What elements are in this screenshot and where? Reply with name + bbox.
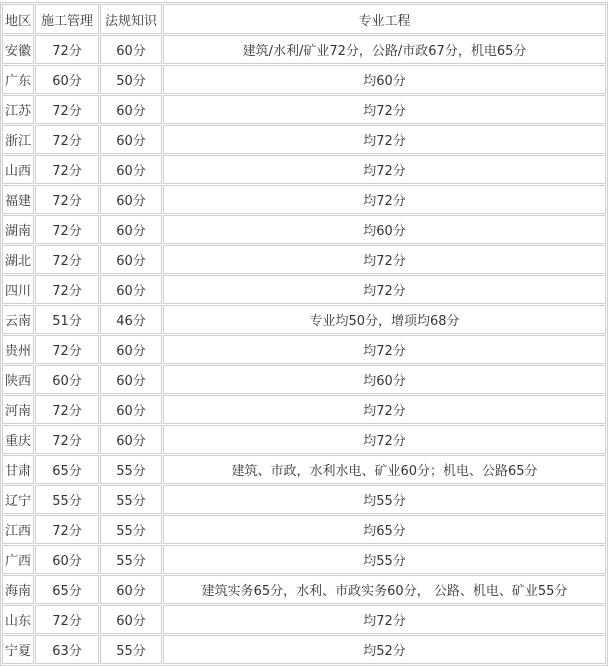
cell-regulations-knowledge: 60分 bbox=[100, 215, 162, 244]
cell-regulations-knowledge: 60分 bbox=[100, 275, 162, 304]
cell-construction-management: 51分 bbox=[35, 305, 99, 334]
cell-regulations-knowledge: 55分 bbox=[100, 485, 162, 514]
cell-construction-management: 72分 bbox=[35, 35, 99, 64]
cell-region: 湖北 bbox=[2, 245, 34, 274]
cell-region: 山东 bbox=[2, 605, 34, 634]
cell-region: 浙江 bbox=[2, 125, 34, 154]
table-row bbox=[2, 185, 606, 214]
cell-region: 海南 bbox=[2, 575, 34, 604]
cell-professional-engineering: 建筑/水利/矿业72分，公路/市政67分，机电65分 bbox=[163, 35, 606, 64]
table-row bbox=[2, 215, 606, 244]
cell-regulations-knowledge: 60分 bbox=[100, 575, 162, 604]
cell-professional-engineering: 均72分 bbox=[163, 185, 606, 214]
cell-construction-management: 72分 bbox=[35, 245, 99, 274]
cell-region: 四川 bbox=[2, 275, 34, 304]
cell-professional-engineering: 均52分 bbox=[163, 635, 606, 664]
cell-construction-management: 72分 bbox=[35, 95, 99, 124]
cell-construction-management: 72分 bbox=[35, 215, 99, 244]
cell-construction-management: 60分 bbox=[35, 65, 99, 94]
cell-professional-engineering: 均60分 bbox=[163, 365, 606, 394]
cell-construction-management: 72分 bbox=[35, 275, 99, 304]
table-row bbox=[2, 155, 606, 184]
cell-construction-management: 72分 bbox=[35, 185, 99, 214]
cell-professional-engineering: 均72分 bbox=[163, 425, 606, 454]
table-body bbox=[2, 35, 606, 664]
header-row bbox=[2, 4, 606, 34]
table-row bbox=[2, 455, 606, 484]
cell-region: 江西 bbox=[2, 515, 34, 544]
cell-regulations-knowledge: 60分 bbox=[100, 245, 162, 274]
table-row bbox=[2, 125, 606, 154]
cell-region: 江苏 bbox=[2, 95, 34, 124]
cell-regulations-knowledge: 60分 bbox=[100, 35, 162, 64]
cell-professional-engineering: 均55分 bbox=[163, 485, 606, 514]
cell-regulations-knowledge: 60分 bbox=[100, 95, 162, 124]
table-row bbox=[2, 425, 606, 454]
cell-professional-engineering: 均65分 bbox=[163, 515, 606, 544]
cell-region: 陕西 bbox=[2, 365, 34, 394]
cell-region: 重庆 bbox=[2, 425, 34, 454]
table-row bbox=[2, 65, 606, 94]
cell-region: 福建 bbox=[2, 185, 34, 214]
cell-construction-management: 72分 bbox=[35, 605, 99, 634]
cell-regulations-knowledge: 60分 bbox=[100, 335, 162, 364]
cell-regulations-knowledge: 60分 bbox=[100, 365, 162, 394]
cell-regulations-knowledge: 60分 bbox=[100, 425, 162, 454]
cell-region: 安徽 bbox=[2, 35, 34, 64]
cell-region: 辽宁 bbox=[2, 485, 34, 514]
cell-professional-engineering: 建筑、市政，水利水电、矿业60分；机电、公路65分 bbox=[163, 455, 606, 484]
cell-construction-management: 63分 bbox=[35, 635, 99, 664]
cell-region: 甘肃 bbox=[2, 455, 34, 484]
cell-regulations-knowledge: 60分 bbox=[100, 605, 162, 634]
table-row bbox=[2, 245, 606, 274]
cell-region: 广东 bbox=[2, 65, 34, 94]
table-row bbox=[2, 365, 606, 394]
cell-region: 湖南 bbox=[2, 215, 34, 244]
cell-regulations-knowledge: 55分 bbox=[100, 545, 162, 574]
cell-region: 广西 bbox=[2, 545, 34, 574]
header-professional-engineering: 专业工程 bbox=[163, 4, 606, 34]
header-region: 地区 bbox=[2, 4, 34, 34]
cell-region: 山西 bbox=[2, 155, 34, 184]
cell-construction-management: 55分 bbox=[35, 485, 99, 514]
cell-construction-management: 65分 bbox=[35, 575, 99, 604]
cell-professional-engineering: 均72分 bbox=[163, 125, 606, 154]
table-row bbox=[2, 335, 606, 364]
cell-construction-management: 60分 bbox=[35, 545, 99, 574]
cell-professional-engineering: 均72分 bbox=[163, 155, 606, 184]
cell-construction-management: 72分 bbox=[35, 395, 99, 424]
table-row bbox=[2, 35, 606, 64]
cell-region: 宁夏 bbox=[2, 635, 34, 664]
cell-region: 贵州 bbox=[2, 335, 34, 364]
cell-regulations-knowledge: 55分 bbox=[100, 635, 162, 664]
cell-construction-management: 72分 bbox=[35, 515, 99, 544]
table-row bbox=[2, 515, 606, 544]
cell-professional-engineering: 均60分 bbox=[163, 215, 606, 244]
cell-region: 云南 bbox=[2, 305, 34, 334]
table-row bbox=[2, 485, 606, 514]
table-row bbox=[2, 575, 606, 604]
cell-professional-engineering: 均60分 bbox=[163, 65, 606, 94]
table-row bbox=[2, 605, 606, 634]
cell-construction-management: 65分 bbox=[35, 455, 99, 484]
header-regulations-knowledge: 法规知识 bbox=[100, 4, 162, 34]
cell-regulations-knowledge: 60分 bbox=[100, 155, 162, 184]
cell-construction-management: 60分 bbox=[35, 365, 99, 394]
cell-regulations-knowledge: 60分 bbox=[100, 125, 162, 154]
cell-regulations-knowledge: 60分 bbox=[100, 395, 162, 424]
cell-regulations-knowledge: 55分 bbox=[100, 515, 162, 544]
cell-professional-engineering: 均72分 bbox=[163, 245, 606, 274]
table-header bbox=[2, 4, 606, 34]
header-construction-management: 施工管理 bbox=[35, 4, 99, 34]
cell-regulations-knowledge: 46分 bbox=[100, 305, 162, 334]
cell-construction-management: 72分 bbox=[35, 125, 99, 154]
cell-construction-management: 72分 bbox=[35, 425, 99, 454]
cell-professional-engineering: 均72分 bbox=[163, 395, 606, 424]
table-row bbox=[2, 635, 606, 664]
cell-professional-engineering: 均55分 bbox=[163, 545, 606, 574]
table-row bbox=[2, 95, 606, 124]
cell-professional-engineering: 建筑实务65分，水利、市政实务60分， 公路、机电、矿业55分 bbox=[163, 575, 606, 604]
cell-professional-engineering: 均72分 bbox=[163, 95, 606, 124]
table-row bbox=[2, 395, 606, 424]
cell-region: 河南 bbox=[2, 395, 34, 424]
cell-professional-engineering: 均72分 bbox=[163, 605, 606, 634]
table-row bbox=[2, 305, 606, 334]
table-row bbox=[2, 275, 606, 304]
cell-regulations-knowledge: 55分 bbox=[100, 455, 162, 484]
table-row bbox=[2, 545, 606, 574]
cell-professional-engineering: 专业均50分，增项均68分 bbox=[163, 305, 606, 334]
score-table bbox=[0, 2, 608, 666]
cell-regulations-knowledge: 50分 bbox=[100, 65, 162, 94]
cell-construction-management: 72分 bbox=[35, 335, 99, 364]
cell-regulations-knowledge: 60分 bbox=[100, 185, 162, 214]
cell-construction-management: 72分 bbox=[35, 155, 99, 184]
cell-professional-engineering: 均72分 bbox=[163, 335, 606, 364]
cell-professional-engineering: 均72分 bbox=[163, 275, 606, 304]
